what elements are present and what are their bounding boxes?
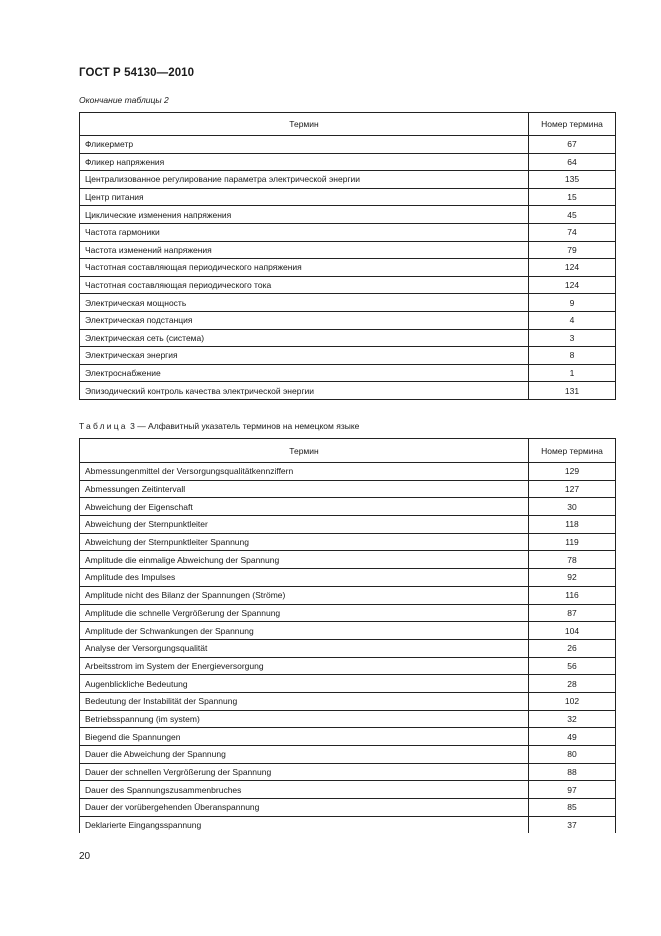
table-3-row [80, 604, 616, 622]
term-cell: Частотная составляющая периодического напряжения [80, 259, 529, 277]
table-3-row [80, 816, 616, 833]
table-2-row [80, 241, 616, 259]
table-3-row [80, 639, 616, 657]
term-number-cell: 79 [529, 241, 616, 259]
term-cell: Dauer der vorübergehenden Überanspannung [80, 799, 529, 817]
term-number-cell: 3 [529, 329, 616, 347]
table-2-col-num: Номер термина [529, 113, 616, 136]
term-cell: Центр питания [80, 188, 529, 206]
term-cell: Dauer die Abweichung der Spannung [80, 746, 529, 764]
table-3-row [80, 799, 616, 817]
table-3-row [80, 657, 616, 675]
term-number-cell: 26 [529, 639, 616, 657]
table-2 [79, 112, 616, 400]
table-2-row [80, 382, 616, 400]
term-cell: Электрическая мощность [80, 294, 529, 312]
term-cell: Amplitude die einmalige Abweichung der Spannung [80, 551, 529, 569]
table-3-row [80, 746, 616, 764]
term-cell: Augenblickliche Bedeutung [80, 675, 529, 693]
term-number-cell: 56 [529, 657, 616, 675]
table-2-row [80, 259, 616, 277]
term-cell: Biegend die Spannungen [80, 728, 529, 746]
term-cell: Amplitude des Impulses [80, 569, 529, 587]
term-number-cell: 4 [529, 311, 616, 329]
term-number-cell: 131 [529, 382, 616, 400]
term-cell: Частота гармоники [80, 223, 529, 241]
term-cell: Электрическая подстанция [80, 311, 529, 329]
table-2-row [80, 171, 616, 189]
table-3-row [80, 463, 616, 481]
term-number-cell: 1 [529, 364, 616, 382]
table-2-row [80, 188, 616, 206]
document-code-header: ГОСТ Р 54130—2010 [79, 67, 195, 79]
term-number-cell: 97 [529, 781, 616, 799]
table-2-caption: Окончание таблицы 2 [79, 95, 169, 105]
term-number-cell: 8 [529, 347, 616, 365]
term-number-cell: 85 [529, 799, 616, 817]
term-number-cell: 49 [529, 728, 616, 746]
term-number-cell: 32 [529, 710, 616, 728]
table-3-row [80, 728, 616, 746]
term-number-cell: 15 [529, 188, 616, 206]
term-number-cell: 30 [529, 498, 616, 516]
term-number-cell: 28 [529, 675, 616, 693]
term-cell: Bedeutung der Instabilität der Spannung [80, 692, 529, 710]
term-number-cell: 45 [529, 206, 616, 224]
table-3-row [80, 710, 616, 728]
term-number-cell: 129 [529, 463, 616, 481]
term-cell: Abmessungen Zeitintervall [80, 480, 529, 498]
term-cell: Частота изменений напряжения [80, 241, 529, 259]
table-2-row [80, 223, 616, 241]
term-cell: Фликер напряжения [80, 153, 529, 171]
table-2-row [80, 136, 616, 154]
term-number-cell: 116 [529, 586, 616, 604]
table-3-row [80, 498, 616, 516]
term-cell: Amplitude nicht des Bilanz der Spannungen (Ströme) [80, 586, 529, 604]
term-cell: Abweichung der Sternpunktleiter Spannung [80, 533, 529, 551]
term-cell: Amplitude der Schwankungen der Spannung [80, 622, 529, 640]
term-number-cell: 88 [529, 763, 616, 781]
term-number-cell: 9 [529, 294, 616, 312]
table-3-row [80, 569, 616, 587]
term-number-cell: 118 [529, 516, 616, 534]
term-cell: Dauer des Spannungszusammenbruches [80, 781, 529, 799]
term-cell: Analyse der Versorgungsqualität [80, 639, 529, 657]
term-number-cell: 135 [529, 171, 616, 189]
table-3-col-term: Термин [80, 439, 529, 463]
table-2-row [80, 311, 616, 329]
term-cell: Arbeitsstrom im System der Energieversorgung [80, 657, 529, 675]
term-number-cell: 124 [529, 276, 616, 294]
table-3-row [80, 480, 616, 498]
term-number-cell: 127 [529, 480, 616, 498]
table-3 [79, 438, 616, 833]
table-3-row [80, 533, 616, 551]
term-cell: Частотная составляющая периодического тока [80, 276, 529, 294]
table-3-row [80, 675, 616, 693]
term-number-cell: 37 [529, 816, 616, 833]
term-cell: Фликерметр [80, 136, 529, 154]
table-3-caption-text: 3 — Алфавитный указатель терминов на немецком языке [130, 421, 360, 431]
table-3-row [80, 586, 616, 604]
table-2-row [80, 364, 616, 382]
term-cell: Abweichung der Sternpunktleiter [80, 516, 529, 534]
term-number-cell: 119 [529, 533, 616, 551]
term-number-cell: 104 [529, 622, 616, 640]
term-number-cell: 67 [529, 136, 616, 154]
term-cell: Abmessungenmittel der Versorgungsqualitätkennziffern [80, 463, 529, 481]
table-2-row [80, 329, 616, 347]
term-cell: Централизованное регулирование параметра электрической энергии [80, 171, 529, 189]
table-3-row [80, 781, 616, 799]
table-2-row [80, 276, 616, 294]
term-cell: Электрическая сеть (система) [80, 329, 529, 347]
table-3-header-row [80, 439, 616, 463]
page-number: 20 [79, 851, 91, 862]
term-number-cell: 64 [529, 153, 616, 171]
table-3-row [80, 551, 616, 569]
table-3-row [80, 763, 616, 781]
term-cell: Abweichung der Eigenschaft [80, 498, 529, 516]
term-cell: Amplitude die schnelle Vergrößerung der Spannung [80, 604, 529, 622]
term-number-cell: 92 [529, 569, 616, 587]
term-number-cell: 74 [529, 223, 616, 241]
table-3-row [80, 622, 616, 640]
term-cell: Betriebsspannung (im system) [80, 710, 529, 728]
term-cell: Электрическая энергия [80, 347, 529, 365]
term-cell: Циклические изменения напряжения [80, 206, 529, 224]
table-2-row [80, 153, 616, 171]
table-3-row [80, 516, 616, 534]
term-cell: Эпизодический контроль качества электрической энергии [80, 382, 529, 400]
term-number-cell: 124 [529, 259, 616, 277]
term-cell: Электроснабжение [80, 364, 529, 382]
table-2-row [80, 294, 616, 312]
table-2-header-row [80, 113, 616, 136]
table-3-row [80, 692, 616, 710]
table-3-caption-label: Таблица [79, 421, 128, 431]
table-2-row [80, 206, 616, 224]
term-number-cell: 87 [529, 604, 616, 622]
term-number-cell: 80 [529, 746, 616, 764]
table-3-caption [79, 421, 359, 431]
table-2-col-term: Термин [80, 113, 529, 136]
table-2-row [80, 347, 616, 365]
table-3-col-num: Номер термина [529, 439, 616, 463]
term-cell: Deklarierte Eingangsspannung [80, 816, 529, 833]
term-number-cell: 78 [529, 551, 616, 569]
term-number-cell: 102 [529, 692, 616, 710]
term-cell: Dauer der schnellen Vergrößerung der Spannung [80, 763, 529, 781]
